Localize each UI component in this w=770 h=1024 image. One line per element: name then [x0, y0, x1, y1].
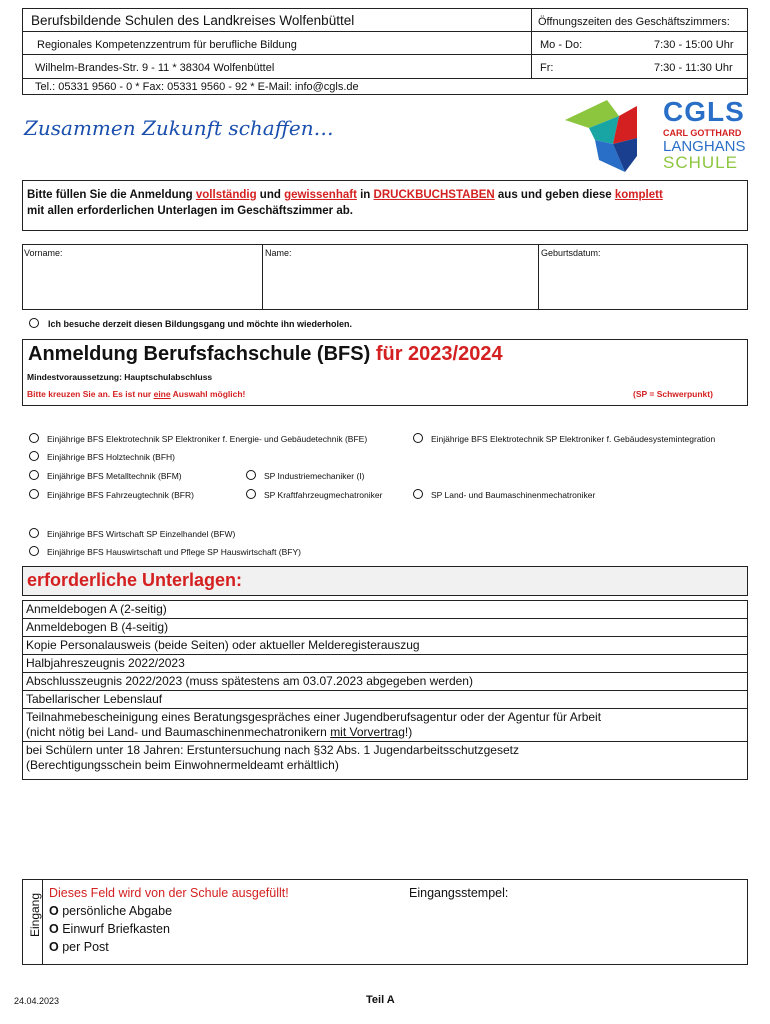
repeat-label: Ich besuche derzeit diesen Bildungsgang und möchte ihn wiederholen.: [48, 319, 353, 329]
eingang-stamp-label: Eingangsstempel:: [409, 886, 509, 900]
footer-part: Teil A: [366, 994, 395, 1006]
unterlagen-item: Kopie Personalausweis (beide Seiten) oder aktueller Melderegisterauszug: [22, 637, 748, 655]
instructions-box: [22, 180, 748, 231]
instr-emph-gewissenhaft: gewissenhaft: [284, 189, 357, 201]
unterlagen-title: erforderliche Unterlagen:: [22, 566, 748, 596]
option-landbau-label: SP Land- und Baumaschinenmechatroniker: [431, 490, 596, 500]
beratung-line-2: [26, 725, 744, 740]
option-bfy-label: Einjährige BFS Hauswirtschaft und Pflege SP Hauswirtschaft (BFY): [47, 547, 302, 557]
school-address: Wilhelm-Brandes-Str. 9 - 11 * 38304 Wolfenbüttel: [35, 62, 275, 74]
repeat-radio[interactable]: [29, 318, 39, 328]
eingang-option-mark: O: [49, 904, 59, 918]
slogan: Zusammen Zukunft schaffen…: [24, 116, 334, 140]
school-subtitle: Regionales Kompetenzzentrum für berufliche Bildung: [37, 39, 297, 51]
instr-emph-druckbuchstaben: DRUCKBUCHSTABEN: [373, 189, 495, 201]
hours-time-fr: 7:30 - 11:30 Uhr: [654, 62, 733, 74]
bfs-sp-note: (SP = Schwerpunkt): [633, 389, 713, 399]
option-bfh-radio[interactable]: [29, 451, 39, 461]
logo-line-2: LANGHANS: [663, 138, 746, 155]
unterlagen-list: [22, 600, 748, 780]
bfs-requirement: Mindestvoraussetzung: Hauptschulabschluss: [27, 372, 213, 382]
bfs-hint-prefix: Bitte kreuzen Sie an. Es ist nur: [27, 389, 154, 399]
eingang-option-abgabe: [49, 904, 172, 918]
option-kfz-radio[interactable]: [246, 489, 256, 499]
eingang-box: [22, 879, 748, 965]
bfs-title-year: für 2023/2024: [370, 343, 503, 365]
u18-line-2: (Berechtigungsschein beim Einwohnermeldeamt erhältlich): [26, 758, 339, 772]
option-bfr-radio[interactable]: [29, 489, 39, 499]
school-name: Berufsbildende Schulen des Landkreises Wolfenbüttel: [31, 13, 355, 28]
option-industrie-radio[interactable]: [246, 470, 256, 480]
eingang-option-label: per Post: [62, 940, 109, 954]
personal-data-box: [22, 244, 748, 310]
eingang-option-mark: O: [49, 922, 59, 936]
beratung-line-2-prefix: (nicht nötig bei Land- und Baumaschinenmechatronikern: [26, 725, 331, 739]
logo-abbr: CGLS: [663, 96, 745, 127]
bfs-title-text: Anmeldung Berufsfachschule (BFS): [28, 343, 371, 365]
option-bfr-label: Einjährige BFS Fahrzeugtechnik (BFR): [47, 490, 194, 500]
eingang-option-post: [49, 940, 109, 954]
instructions-line-1: [27, 187, 743, 203]
unterlagen-item: Halbjahreszeugnis 2022/2023: [22, 655, 748, 673]
eingang-option-label: Einwurf Briefkasten: [62, 922, 170, 936]
school-contact: Tel.: 05331 9560 - 0 * Fax: 05331 9560 - 92 * E-Mail: info@cgls.de: [35, 81, 359, 93]
geburtsdatum-field[interactable]: [538, 245, 748, 309]
geburtsdatum-label: Geburtsdatum:: [541, 248, 601, 258]
option-landbau-radio[interactable]: [413, 489, 423, 499]
school-header-table: [22, 8, 748, 95]
hours-time-mo-do: 7:30 - 15:00 Uhr: [654, 39, 734, 51]
eingang-side-label: Eingang: [28, 892, 43, 938]
bfs-header-box: [22, 339, 748, 406]
vorname-field[interactable]: [22, 245, 262, 309]
bfs-hint-word: eine: [153, 389, 171, 399]
eingang-school-note: Dieses Feld wird von der Schule ausgefüllt!: [49, 886, 289, 900]
footer-date: 24.04.2023: [14, 996, 60, 1006]
instr-text-4: aus und geben diese: [494, 189, 615, 201]
option-bfm-radio[interactable]: [29, 470, 39, 480]
bfs-hint: [27, 389, 245, 399]
unterlagen-item: Anmeldebogen B (4-seitig): [22, 619, 748, 637]
vorname-label: Vorname:: [24, 248, 63, 258]
unterlagen-item: Abschlusszeugnis 2022/2023 (muss spätestens am 03.07.2023 abgegeben werden): [22, 673, 748, 691]
beratung-line-2-underlined: mit Vorvertrag: [330, 725, 405, 739]
option-gebaeude-label: Einjährige BFS Elektrotechnik SP Elektroniker f. Gebäudesystemintegration: [431, 434, 716, 444]
unterlagen-item-u18: [22, 742, 748, 780]
logo-line-3: SCHULE: [663, 153, 738, 172]
hours-days-fr: Fr:: [540, 62, 554, 74]
eingang-option-mark: O: [49, 940, 59, 954]
option-bfy-radio[interactable]: [29, 546, 39, 556]
beratung-line-2-suffix: !): [404, 725, 413, 739]
school-logo: [565, 98, 750, 174]
beratung-line-1: Teilnahmebescheinigung eines Beratungsgespräches einer Jugendberufsagentur oder der Agentur für Arbeit: [26, 710, 602, 724]
option-bfw-radio[interactable]: [29, 528, 39, 538]
instr-emph-komplett: komplett: [614, 189, 663, 201]
option-kfz-label: SP Kraftfahrzeugmechatroniker: [264, 490, 383, 500]
hours-days-mo-do: Mo - Do:: [540, 39, 583, 51]
bfs-title: [28, 343, 503, 366]
option-gebaeude-radio[interactable]: [413, 433, 423, 443]
eingang-divider: [42, 880, 43, 964]
unterlagen-item: Anmeldebogen A (2-seitig): [22, 601, 748, 619]
eingang-option-briefkasten: [49, 922, 170, 936]
name-field[interactable]: [262, 245, 538, 309]
bfs-hint-suffix: Auswahl möglich!: [170, 389, 246, 399]
u18-line-1: bei Schülern unter 18 Jahren: Erstuntersuchung nach §32 Abs. 1 Jugendarbeitsschutzgesetz: [26, 743, 519, 757]
instructions-line-2: mit allen erforderlichen Unterlagen im Geschäftszimmer ab.: [27, 205, 353, 217]
option-bfe-label: Einjährige BFS Elektrotechnik SP Elektroniker f. Energie- und Gebäudetechnik (BFE): [47, 434, 368, 444]
instr-text-2: und: [256, 189, 285, 201]
header-divider: [531, 9, 532, 79]
logo-line-1: CARL GOTTHARD: [663, 128, 742, 138]
option-bfm-label: Einjährige BFS Metalltechnik (BFM): [47, 471, 182, 481]
option-bfw-label: Einjährige BFS Wirtschaft SP Einzelhandel (BFW): [47, 529, 236, 539]
eingang-option-label: persönliche Abgabe: [62, 904, 173, 918]
instr-emph-vollstaendig: vollständig: [195, 189, 257, 201]
instr-text-1: Bitte füllen Sie die Anmeldung: [27, 189, 196, 201]
option-bfh-label: Einjährige BFS Holztechnik (BFH): [47, 452, 176, 462]
unterlagen-item-beratung: [22, 709, 748, 742]
option-bfe-radio[interactable]: [29, 433, 39, 443]
hours-title: Öffnungszeiten des Geschäftszimmers:: [538, 16, 730, 28]
logo-mark-icon: [565, 98, 655, 174]
option-industrie-label: SP Industriemechaniker (I): [264, 471, 365, 481]
instr-text-3: in: [356, 189, 374, 201]
unterlagen-item: Tabellarischer Lebenslauf: [22, 691, 748, 709]
name-label: Name:: [265, 248, 292, 258]
